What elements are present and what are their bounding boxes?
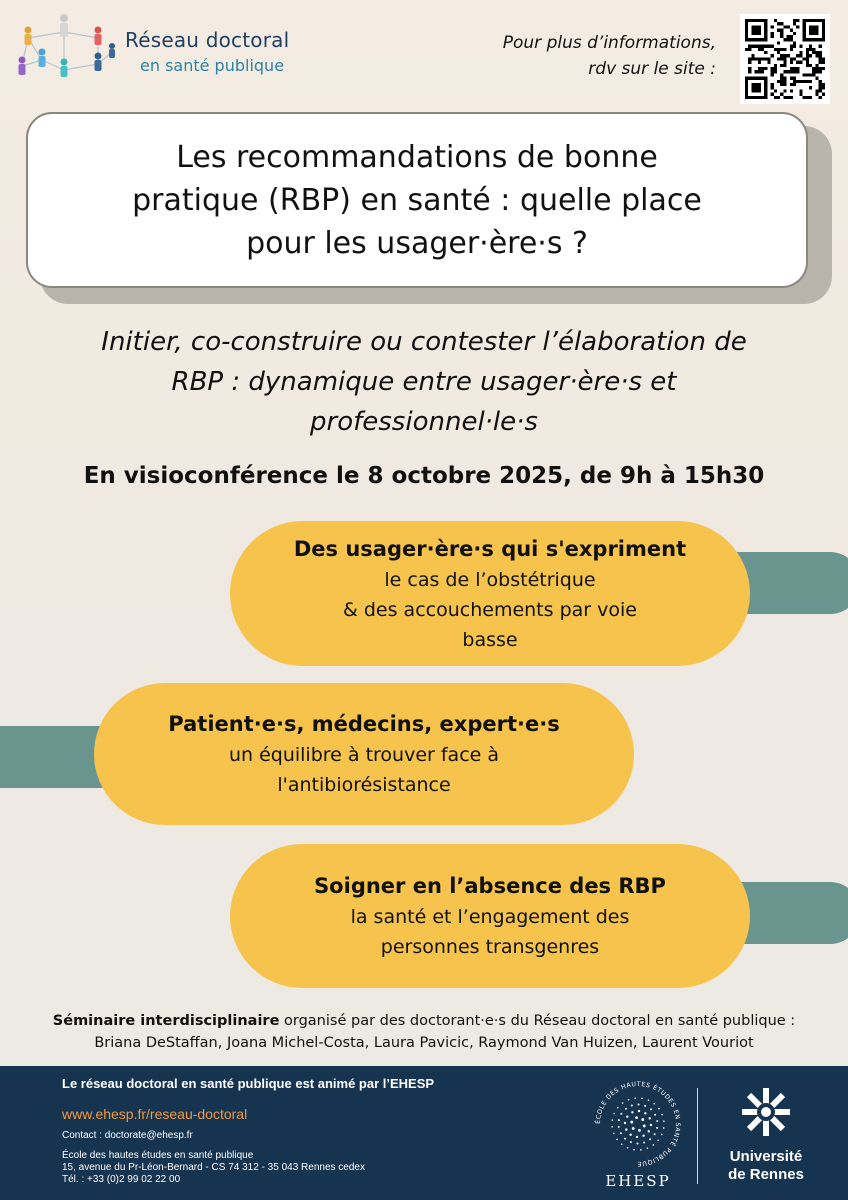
ehesp-dot (638, 1129, 641, 1132)
ehesp-dot (618, 1126, 620, 1128)
ehesp-dot (624, 1122, 626, 1124)
info-line: rdv sur le site : (588, 59, 716, 79)
ehesp-dot (647, 1147, 649, 1149)
ehesp-dot (618, 1119, 620, 1121)
ehesp-dot (643, 1125, 646, 1128)
ehesp-dot (622, 1102, 624, 1104)
ehesp-dot (638, 1110, 640, 1112)
reseau-doctoral-logo (12, 8, 332, 90)
footer-address (62, 1150, 365, 1186)
subtitle-line: RBP : dynamique entre usager·ère·s et (171, 367, 677, 397)
ehesp-dot (631, 1111, 633, 1113)
universite-rennes-logo (716, 1084, 816, 1194)
info-line: Pour plus d’informations, (502, 33, 716, 53)
ehesp-dot (638, 1104, 640, 1106)
logo-subtitle: en santé publique (140, 56, 285, 75)
ehesp-dot (634, 1097, 636, 1099)
session-line: & des accouchements par voie (343, 598, 637, 621)
ehesp-dot (661, 1114, 663, 1116)
ehesp-dot (643, 1141, 645, 1143)
footer-title: Le réseau doctoral en santé publique est animé par l’EHESP (62, 1076, 435, 1091)
ehesp-dot (642, 1135, 644, 1137)
ehesp-logo (590, 1076, 686, 1194)
ehesp-dot (656, 1120, 658, 1122)
session-card-3 (230, 844, 750, 988)
subtitle-line: professionnel·le·s (310, 407, 538, 437)
session-title: Patient·e·s, médecins, expert·e·s (168, 712, 560, 736)
ehesp-seal-icon (590, 1076, 686, 1172)
seminar-names: Briana DeStaffan, Joana Michel-Costa, Laura Pavicic, Raymond Van Huizen, Laurent Vouriot (94, 1035, 754, 1051)
seminar-bold: Séminaire interdisciplinaire (52, 1013, 280, 1029)
ehesp-dot (629, 1134, 631, 1136)
universite-name (716, 1148, 816, 1184)
qr-code[interactable] (740, 14, 830, 104)
session-line: la santé et l’engagement des (350, 906, 630, 928)
page-title (57, 136, 777, 265)
qr-code-icon (745, 19, 825, 99)
ehesp-dot (631, 1105, 633, 1107)
ehesp-dot (654, 1114, 656, 1116)
ehesp-dot (653, 1103, 655, 1105)
ehesp-dot (654, 1133, 656, 1135)
session-line: un équilibre à trouver face à (228, 744, 500, 766)
ehesp-dot (650, 1124, 652, 1126)
ehesp-dot (644, 1112, 646, 1114)
ehesp-dot (611, 1126, 613, 1128)
info-text (503, 30, 716, 82)
ehesp-ring-text: ÉCOLE DES HAUTES ÉTUDES EN SANTÉ PUBLIQUE (594, 1080, 682, 1168)
ehesp-dot (636, 1136, 638, 1138)
ehesp-dot (633, 1149, 635, 1151)
ehesp-dot (649, 1117, 651, 1119)
ehesp-dot (656, 1127, 658, 1129)
ehesp-dot (636, 1142, 638, 1144)
session-line: basse (462, 628, 518, 651)
logo-title: Réseau doctoral (125, 28, 290, 52)
subtitle-line: Initier, co-construire ou contester l’élaboration de (101, 327, 747, 357)
ehesp-dot (640, 1149, 642, 1151)
ehesp-dot (663, 1120, 665, 1122)
ehesp-dot (620, 1113, 622, 1115)
seminar-rest: organisé par des doctorant·e·s du Réseau doctoral en santé publique : (279, 1013, 796, 1029)
ehesp-dot (663, 1127, 665, 1129)
ehesp-dot (632, 1127, 635, 1130)
ehesp-dot (658, 1108, 660, 1110)
universite-line: Université (729, 1148, 803, 1165)
ehesp-dot (644, 1105, 646, 1107)
session-title: Soigner en l’absence des RBP (314, 874, 666, 898)
ehesp-dot (620, 1132, 622, 1134)
ehesp-dot (650, 1108, 652, 1110)
ehesp-dot (648, 1099, 650, 1101)
ehesp-dot (612, 1119, 614, 1121)
footer (0, 1066, 848, 1200)
ehesp-dot (625, 1128, 627, 1130)
title-line: pour les usager·ère·s ? (246, 225, 588, 261)
ehesp-dot (621, 1143, 623, 1145)
ehesp-dot (625, 1108, 627, 1110)
session-card-1 (230, 521, 750, 666)
ehesp-dot (617, 1107, 619, 1109)
session-line: personnes transgenres (380, 936, 600, 958)
seminar-info (20, 1010, 828, 1054)
session-title: Des usager·ère·s qui s'expriment (293, 536, 687, 561)
svg-text:ÉCOLE DES HAUTES ÉTUDES EN SAN (593, 1081, 681, 1167)
universite-line: de Rennes (728, 1166, 804, 1183)
ehesp-dot (653, 1144, 655, 1146)
network-people-icon (12, 8, 122, 90)
seminar-intro (20, 1010, 828, 1032)
footer-contact[interactable]: Contact : doctorate@ehesp.fr (62, 1130, 193, 1141)
ehesp-dot (613, 1113, 615, 1115)
ehesp-dot (628, 1099, 630, 1101)
universite-rennes-icon (716, 1084, 816, 1144)
ehesp-dot (630, 1121, 633, 1124)
title-line: Les recommandations de bonne (176, 139, 658, 175)
ehesp-dot (624, 1138, 626, 1140)
ehesp-dot (613, 1133, 615, 1135)
title-line: pratique (RBP) en santé : quelle place (132, 182, 702, 218)
address-line: École des hautes études en santé publique (62, 1150, 254, 1161)
event-date: En visioconférence le 8 octobre 2025, de 9h à 15h30 (83, 463, 765, 489)
title-box (26, 112, 808, 288)
ehesp-dot (627, 1147, 629, 1149)
address-line: 15, avenue du Pr-Léon-Bernard - CS 74 312 - 35 043 Rennes cedex (62, 1162, 365, 1173)
ehesp-dot (616, 1139, 618, 1141)
address-line: Tél. : +33 (0)2 99 02 22 00 (62, 1174, 181, 1185)
ehesp-label: EHESP (605, 1172, 671, 1190)
ehesp-dot (641, 1098, 643, 1100)
session-line: le cas de l’obstétrique (384, 568, 596, 591)
ehesp-dot (641, 1118, 644, 1121)
ehesp-dot (626, 1115, 628, 1117)
ehesp-dot (648, 1130, 650, 1132)
ehesp-dot (630, 1141, 632, 1143)
ehesp-dot (661, 1134, 663, 1136)
session-card-2 (94, 683, 634, 825)
ehesp-dot (649, 1138, 651, 1140)
session-line: l'antibiorésistance (277, 774, 451, 796)
footer-divider (697, 1088, 698, 1184)
footer-link[interactable]: www.ehesp.fr/reseau-doctoral (62, 1106, 248, 1122)
ehesp-dot (635, 1116, 638, 1119)
subtitle (30, 322, 818, 442)
ehesp-dot (657, 1139, 659, 1141)
